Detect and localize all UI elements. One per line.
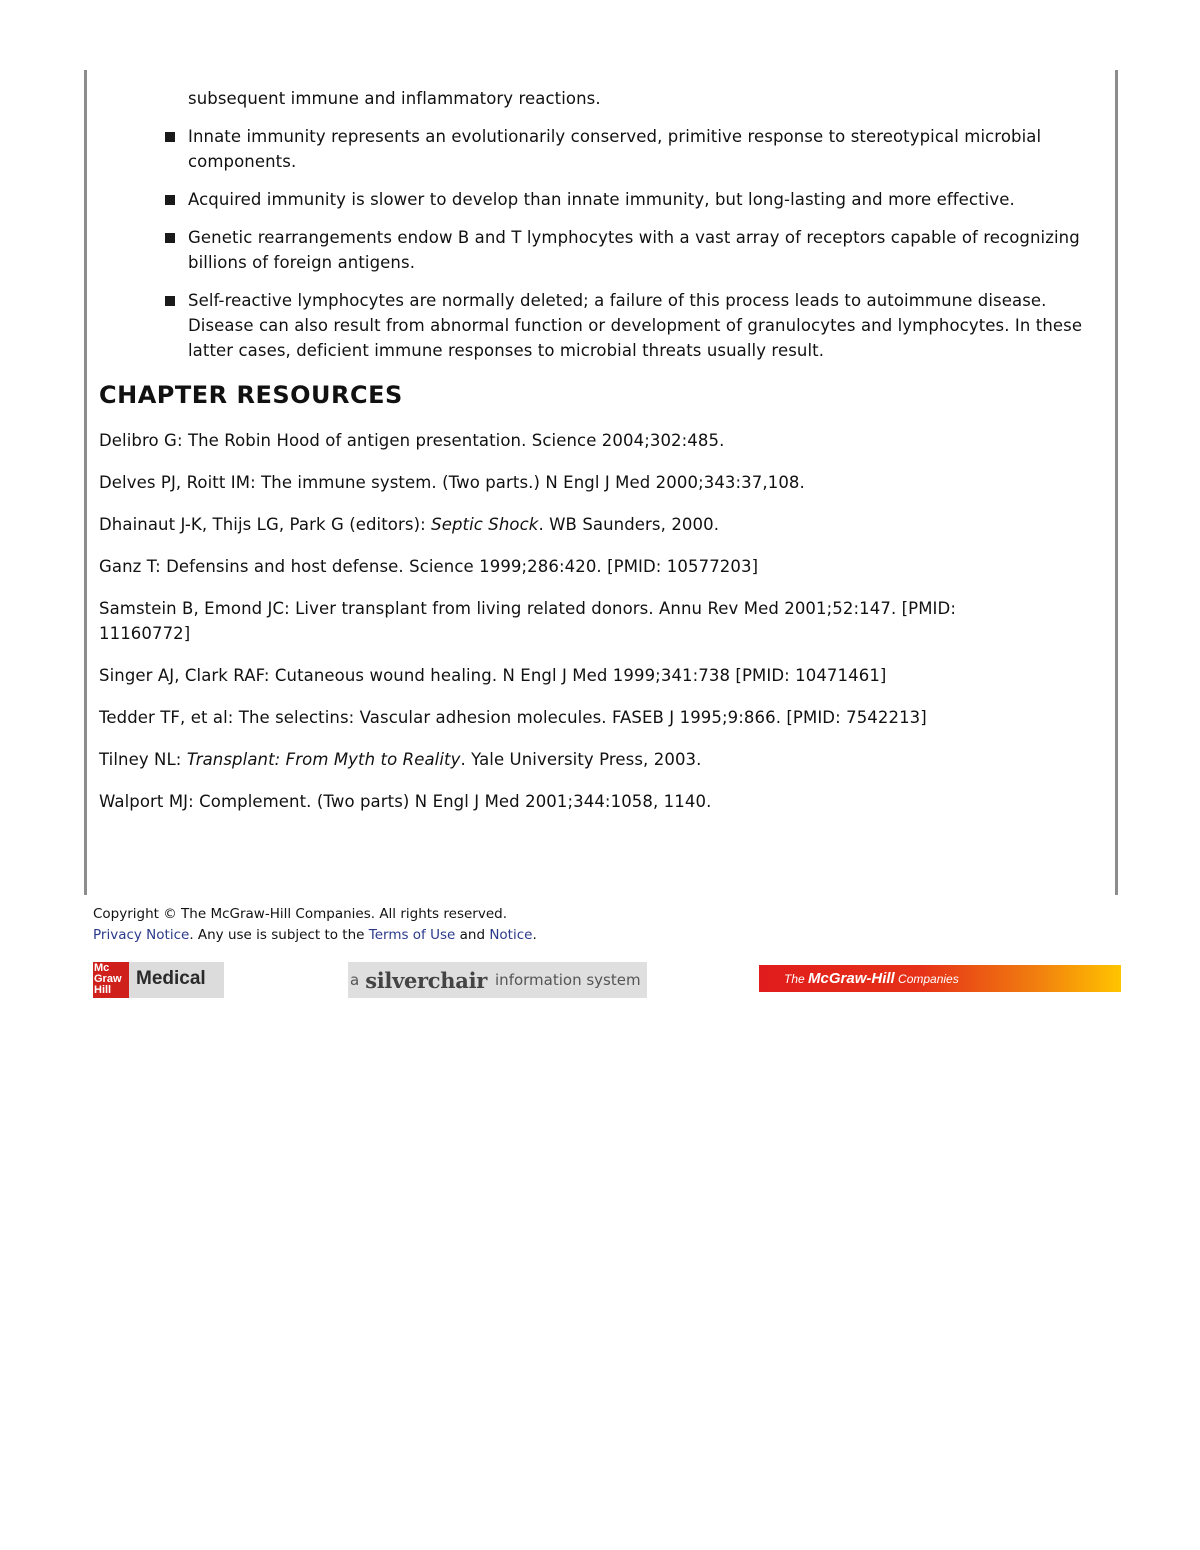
- reference-item: Tedder TF, et al: The selectins: Vascular adhesion molecules. FASEB J 1995;9:866. [PMID: 7542213]: [99, 708, 927, 727]
- notice-link[interactable]: Notice: [489, 927, 533, 943]
- logo-text: information system: [495, 971, 641, 989]
- silverchair-wordmark: silverchair: [365, 967, 488, 993]
- copyright-text: Copyright © The McGraw-Hill Companies. All rights reserved.: [93, 906, 507, 922]
- reference-text: Tilney NL:: [99, 750, 187, 769]
- mcgraw-hill-companies-logo[interactable]: [759, 965, 1121, 992]
- mcgraw-hill-box-logo: [93, 962, 129, 998]
- bullet-text: Genetic rearrangements endow B and T lymphocytes with a vast array of receptors capable of recognizing billions of foreign antigens.: [188, 228, 1080, 272]
- reference-item: [99, 512, 1029, 537]
- logo-text: Mc: [94, 962, 110, 974]
- chapter-resources-heading: CHAPTER RESOURCES: [99, 381, 403, 409]
- reference-item: Ganz T: Defensins and host defense. Science 1999;286:420. [PMID: 10577203]: [99, 557, 759, 576]
- bullet-square-icon: [165, 233, 175, 243]
- reference-item: Samstein B, Emond JC: Liver transplant from living related donors. Annu Rev Med 2001;52:147. [PMID: 11160772]: [99, 599, 956, 643]
- footer-text: .: [532, 927, 537, 943]
- content-frame: [84, 70, 1118, 895]
- logo-text: The: [784, 972, 809, 986]
- footer-text: . Any use is subject to the: [189, 927, 369, 943]
- mcgraw-hill-medical-logo[interactable]: [93, 962, 224, 998]
- summary-bullet-list: [165, 86, 1095, 376]
- reference-item: Delves PJ, Roitt IM: The immune system. (Two parts.) N Engl J Med 2000;343:37,108.: [99, 473, 805, 492]
- footer-links-line: [93, 925, 1123, 946]
- medical-wordmark: Medical: [136, 968, 206, 989]
- bullet-square-icon: [165, 296, 175, 306]
- logo-row: [93, 962, 1123, 1000]
- privacy-notice-link[interactable]: Privacy Notice: [93, 927, 190, 943]
- reference-text: . Yale University Press, 2003.: [460, 750, 702, 769]
- reference-title-italic: Transplant: From Myth to Reality: [186, 750, 461, 769]
- bullet-square-icon: [165, 195, 175, 205]
- logo-text: a: [350, 971, 360, 989]
- logo-text: Hill: [94, 984, 112, 996]
- reference-title-italic: Septic Shock: [431, 515, 539, 534]
- bullet-text: Innate immunity represents an evolutionarily conserved, primitive response to stereotypical microbial components.: [188, 127, 1042, 171]
- list-item: [165, 288, 1095, 363]
- reference-text: . WB Saunders, 2000.: [538, 515, 720, 534]
- silverchair-logo[interactable]: [348, 962, 647, 998]
- list-item: [165, 124, 1095, 174]
- reference-text: Dhainaut J-K, Thijs LG, Park G (editors):: [99, 515, 432, 534]
- mcgraw-hill-wordmark: McGraw-Hill: [808, 970, 895, 987]
- reference-item: Walport MJ: Complement. (Two parts) N Engl J Med 2001;344:1058, 1140.: [99, 792, 712, 811]
- bullet-continuation: subsequent immune and inflammatory reactions.: [188, 89, 601, 108]
- reference-item: Singer AJ, Clark RAF: Cutaneous wound healing. N Engl J Med 1999;341:738 [PMID: 10471461]: [99, 666, 887, 685]
- list-item: [165, 225, 1095, 275]
- logo-text: Graw: [94, 973, 122, 985]
- reference-item: Delibro G: The Robin Hood of antigen presentation. Science 2004;302:485.: [99, 431, 725, 450]
- reference-item: [99, 747, 1029, 772]
- bullet-square-icon: [165, 132, 175, 142]
- logo-text: Companies: [894, 972, 959, 986]
- bullet-text: Acquired immunity is slower to develop than innate immunity, but long-lasting and more effective.: [188, 190, 1015, 209]
- list-item: [165, 187, 1095, 212]
- bullet-text: Self-reactive lymphocytes are normally deleted; a failure of this process leads to autoimmune disease. Disease can also result from abnormal function or development of granulocytes and lymphocytes. In these latter cases, deficient immune responses to microbial threats usually result.: [188, 291, 1083, 360]
- terms-of-use-link[interactable]: Terms of Use: [368, 927, 456, 943]
- footer: [93, 904, 1123, 946]
- footer-text: and: [455, 927, 490, 943]
- reference-list: [99, 428, 1029, 831]
